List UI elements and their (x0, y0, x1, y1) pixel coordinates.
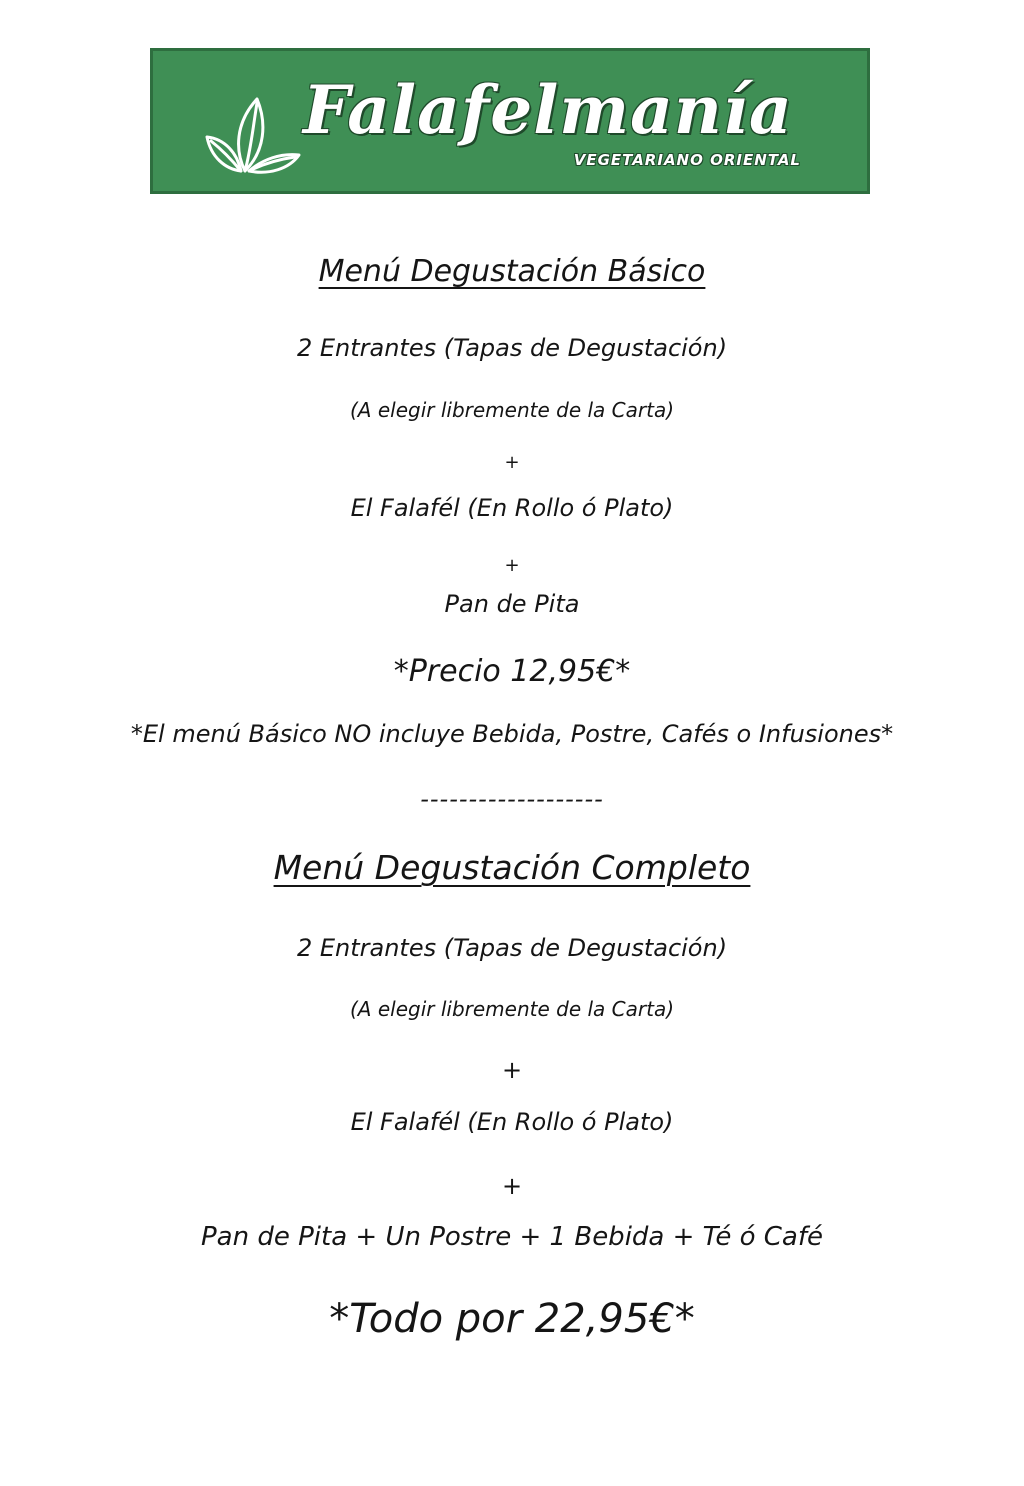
brand-banner (150, 48, 870, 194)
basic-starters-note: (A elegir libremente de la Carta) (349, 398, 674, 422)
basic-menu-title: Menú Degustación Básico (318, 254, 706, 289)
complete-main: El Falafél (En Rollo ó Plato) (350, 1108, 674, 1136)
complete-plus-1: + (501, 1056, 523, 1084)
complete-price: *Todo por 22,95€* (329, 1296, 695, 1342)
section-divider: ------------------- (420, 785, 604, 813)
complete-starters-note: (A elegir libremente de la Carta) (349, 997, 674, 1021)
complete-menu-title: Menú Degustación Completo (273, 848, 751, 887)
basic-main: El Falafél (En Rollo ó Plato) (350, 494, 674, 522)
brand-name: Falafelmanía (303, 71, 793, 149)
brand-tagline: VEGETARIANO ORIENTAL (573, 151, 801, 169)
basic-plus-2: + (504, 555, 520, 576)
basic-price: *Precio 12,95€* (393, 654, 631, 689)
basic-bread: Pan de Pita (444, 590, 580, 618)
complete-plus-2: + (501, 1172, 523, 1200)
complete-extras: Pan de Pita + Un Postre + 1 Bebida + Té ó Café (200, 1222, 824, 1252)
basic-plus-1: + (504, 452, 520, 473)
basic-starters: 2 Entrantes (Tapas de Degustación) (296, 334, 728, 362)
basic-disclaimer: *El menú Básico NO incluye Bebida, Postre, Cafés o Infusiones* (130, 720, 894, 748)
complete-starters: 2 Entrantes (Tapas de Degustación) (296, 934, 728, 962)
leaves-icon (205, 93, 301, 177)
